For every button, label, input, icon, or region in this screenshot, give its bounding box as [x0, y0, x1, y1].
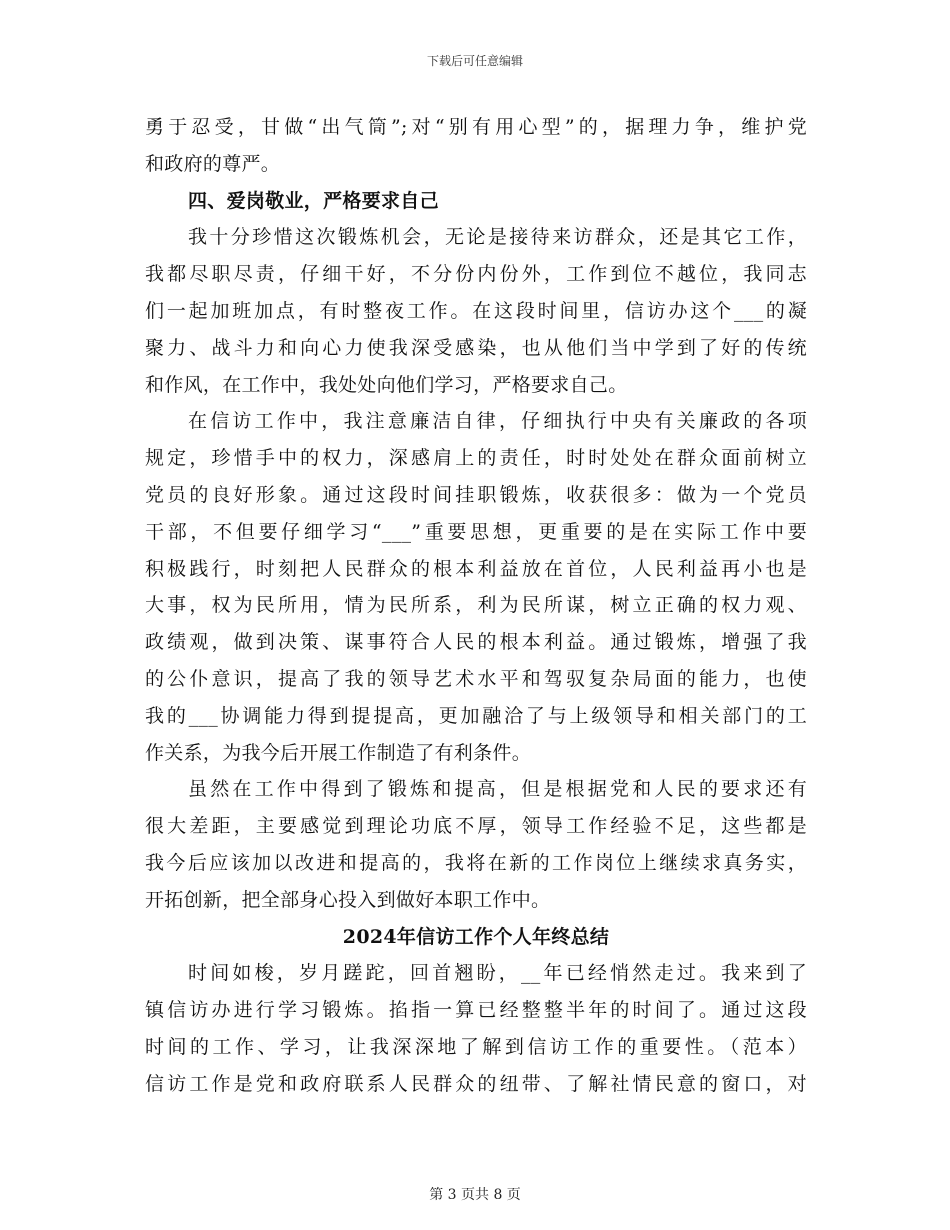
document-body — [145, 109, 807, 1103]
text-line: 政绩观，做到决策、谋事符合人民的根本利益。通过锻炼，增强了我 — [145, 631, 807, 654]
text-line: 很大差距，主要感觉到理论功底不厚，领导工作经验不足，这些都是 — [145, 815, 807, 838]
text-line: 们一起加班加点，有时整夜工作。在这段时间里，信访办这个___的凝 — [145, 299, 807, 322]
text-line: 作关系，为我今后开展工作制造了有利条件。 — [145, 741, 532, 764]
text-line: 信访工作是党和政府联系人民群众的纽带、了解社情民意的窗口，对 — [145, 1072, 807, 1095]
text-line: 时间的工作、学习，让我深深地了解到信访工作的重要性。（范本） — [145, 1035, 807, 1058]
text-line: 党员的良好形象。通过这段时间挂职锻炼，收获很多：做为一个党员 — [145, 483, 807, 506]
text-line: 干部，不但要仔细学习“___”重要思想，更重要的是在实际工作中要 — [145, 520, 807, 543]
document-title: 2024年信访工作个人年终总结 — [342, 925, 610, 948]
text-line: 和政府的尊严。 — [145, 152, 281, 175]
text-line: 的公仆意识，提高了我的领导艺术水平和驾驭复杂局面的能力，也使 — [145, 667, 807, 690]
text-line: 时间如梭，岁月蹉跎，回首翘盼，__年已经悄然走过。我来到了 — [188, 962, 807, 985]
text-line: 积极践行，时刻把人民群众的根本利益放在首位，人民利益再小也是 — [145, 557, 807, 580]
text-line: 我的___协调能力得到提提高，更加融洽了与上级领导和相关部门的工 — [145, 704, 807, 727]
text-line: 我十分珍惜这次锻炼机会，无论是接待来访群众，还是其它工作， — [188, 226, 807, 249]
text-line: 聚力、战斗力和向心力使我深受感染，也从他们当中学到了好的传统 — [145, 336, 807, 359]
text-line: 开拓创新，把全部身心投入到做好本职工作中。 — [145, 888, 551, 911]
text-line: 镇信访办进行学习锻炼。掐指一算已经整整半年的时间了。通过这段 — [145, 999, 807, 1022]
text-line: 和作风，在工作中，我处处向他们学习，严格要求自己。 — [145, 373, 628, 396]
text-line: 我今后应该加以改进和提高的，我将在新的工作岗位上继续求真务实， — [145, 851, 807, 874]
text-line: 虽然在工作中得到了锻炼和提高，但是根据党和人民的要求还有 — [188, 778, 807, 801]
page-footer: 第 3 页共 8 页 — [429, 1187, 521, 1203]
text-line: 在信访工作中，我注意廉洁自律，仔细执行中央有关廉政的各项 — [188, 410, 807, 433]
text-line: 大事，权为民所用，情为民所系，利为民所谋，树立正确的权力观、 — [145, 594, 807, 617]
section-heading: 四、爱岗敬业，严格要求自己 — [188, 189, 439, 212]
text-line: 规定，珍惜手中的权力，深感肩上的责任，时时处处在群众面前树立 — [145, 447, 807, 470]
page-header: 下载后可任意编辑 — [426, 54, 523, 68]
text-line: 我都尽职尽责，仔细干好，不分份内份外，工作到位不越位，我同志 — [145, 263, 807, 286]
text-line: 勇于忍受，甘做“出气筒”;对“别有用心型”的，据理力争，维护党 — [145, 116, 807, 138]
